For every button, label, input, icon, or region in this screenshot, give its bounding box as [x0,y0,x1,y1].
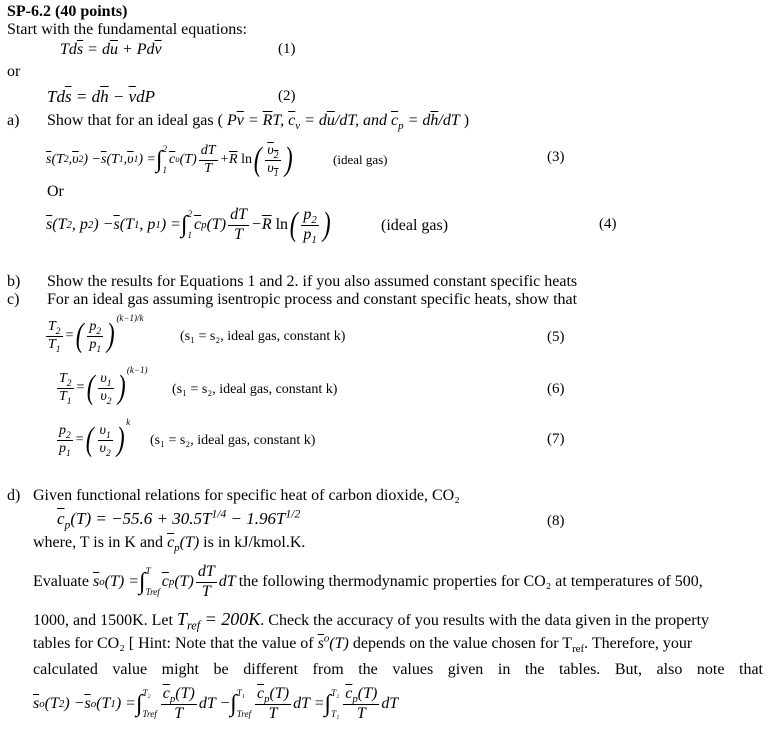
coef-c1: 30.5 [172,509,203,528]
tref-prefix: 1000, and 1500K. Let [33,612,173,629]
part-b-text: Show the results for Equations 1 and 2. if you also assumed constant specific heats [47,273,578,290]
equation-2-number: (2) [278,88,296,104]
equation-5-exponent: (k−1)/k [116,313,144,323]
equation-7: $\frac{p_2}{p_1}$ = ( $\frac{\upsilon_1}{\upsilon_2}$ ) k [59,417,131,459]
equation-6-note: (s₁ = s₂, ideal gas, constant k) [172,382,338,397]
problem-title: SP-6.2 (40 points) [7,3,128,20]
part-a-text [47,112,470,133]
equation-4-number: (4) [599,216,617,232]
part-c-text: For an ideal gas assuming isentropic process and constant specific heats, show that [47,291,578,308]
exp-e2: 1/2 [285,507,301,521]
equation-3-number: (3) [547,149,565,165]
note-line: calculated value might be different from the values given in the tables. But, also note that [33,661,763,678]
hint-prefix: tables for CO₂ [ Hint: Note that the value of [33,635,314,652]
evaluate-suffix: the following thermodynamic properties for CO₂ at temperatures of 500, [238,573,703,590]
evaluate-line [33,562,763,602]
equation-5: $\frac{T_2}{T_1}$ = ( $\frac{p_2}{p_1}$ ) (k−1)/k [48,313,144,355]
evaluate-prefix: Evaluate [33,573,89,590]
equation-8: $\overline{c}_p(T) = -55.6 + 30.5T^{1/4} - 1.96T^{1/2}$ [57,507,301,532]
coef-c2: 1.96 [246,509,277,528]
units-line: where, T is in K and $\overline{c}_p(T)$ is in kJ/kmol.K. [33,534,306,555]
equation-4: $\overline{s}$ (T 2 , p 2 ) − $\overline{s}$ (T 1 , p 1 ) = ∫ 2 1 $\overline{c}$ p (T) $\frac{dT}{T}$ − $\overline{R}$ ln ( $\frac{p_2}{p_1}$ ) [46,205,331,246]
tref-suffix: . Check the accuracy of you results with the data given in the property [260,612,710,629]
equation-2: $Td\overline{s} = d\overline{h} - \overline{v}dP$ [47,87,155,106]
hint-sub: ref [572,643,585,656]
integral-sign: ∫ [180,212,188,238]
integral-sign: ∫ [155,147,163,173]
part-a-suffix: ) [463,112,470,129]
units-suffix: is in kJ/kmol.K. [203,534,306,551]
hint-suffix: depends on the value chosen for T [352,635,573,652]
part-c-label: c) [7,291,20,308]
equation-3: $\overline{s}$ (T 2 , $\overline{\upsilon}$ 2 ) − $\overline{s}$ (T 1 , $\overline{\upsilon}$ 1 ) = ∫ 2 1 $\overline{c}$ υ (T) $\frac{dT}{T}$ + $\overline{R}$ ln ( $\frac{\upsilon_2}{\upsilon_1}$ ) [46,141,293,179]
intro-text: Start with the fundamental equations: [7,21,247,38]
part-d-label: d) [7,487,21,504]
or-label-2: Or [47,183,64,200]
coef-c0: −55.6 [111,509,153,528]
equation-8-number: (8) [547,513,565,529]
hint-line: tables for CO₂ [ Hint: Note that the value of $\overline{s}^o(T)$ depends on the value chosen for $T_{ref}$. Therefore, your [33,632,693,656]
part-b-label: b) [7,273,21,290]
equation-6: $\frac{T_2}{T_1}$ = ( $\frac{\upsilon_1}{\upsilon_2}$ ) (k−1) [59,365,148,407]
tref-value: = 200K [204,609,261,629]
part-d-text: Given functional relations for specific heat of carbon dioxide, CO₂ [33,487,460,504]
equation-7-number: (7) [547,431,565,447]
equation-5-number: (5) [547,329,565,345]
equation-1-number: (1) [278,41,296,57]
or-label: or [7,63,21,80]
part-a-prefix: Show that for an ideal gas ( [47,112,223,129]
part-a-conditions: $P\overline{v} = \overline{R}T$, $\overline{c}_v = d\overline{u}/dT$, and $\overline{c}_p = d\overline{h}/dT$ [226,112,460,133]
tref-line: 1000, and 1500K. Let $T_{ref} = 200K$. Check the accuracy of you results with the data given in the property [33,609,710,633]
s-integral-expression: $\overline{s}$ o (T) = ∫ T Tref $\overline{c}$ p (T) $\frac{dT}{T}$ dT [92,562,236,600]
equation-7-exponent: k [126,417,131,427]
part-a-label: a) [7,112,20,129]
hint-end: . Therefore, your [584,635,693,652]
equation-3-note: (ideal gas) [333,152,388,167]
units-prefix: where, T is in K and [33,534,164,551]
equation-6-number: (6) [547,381,565,397]
equation-7-note: (s₁ = s₂, ideal gas, constant k) [150,433,316,448]
equation-5-note: (s₁ = s₂, ideal gas, constant k) [180,329,346,344]
final-equation: $\overline{s}$ o (T 2 ) − $\overline{s}$ o (T 1 ) = ∫ T₂ Tref $\frac{\overline{c}_p(T)}{T}$ dT − ∫ T₁ Tref $\frac{\overline{c}_p(T)}{T}$ dT = ∫ T₂ T₁ $\frac{\overline{c}_p(T)}{T}$ dT [33,684,399,722]
equation-4-note: (ideal gas) [381,217,449,234]
equation-6-exponent: (k−1) [126,365,148,375]
exp-e1: 1/4 [211,507,227,521]
equation-1: $Td\overline{s} = d\overline{u} + Pd\overline{v}$ [60,41,162,58]
